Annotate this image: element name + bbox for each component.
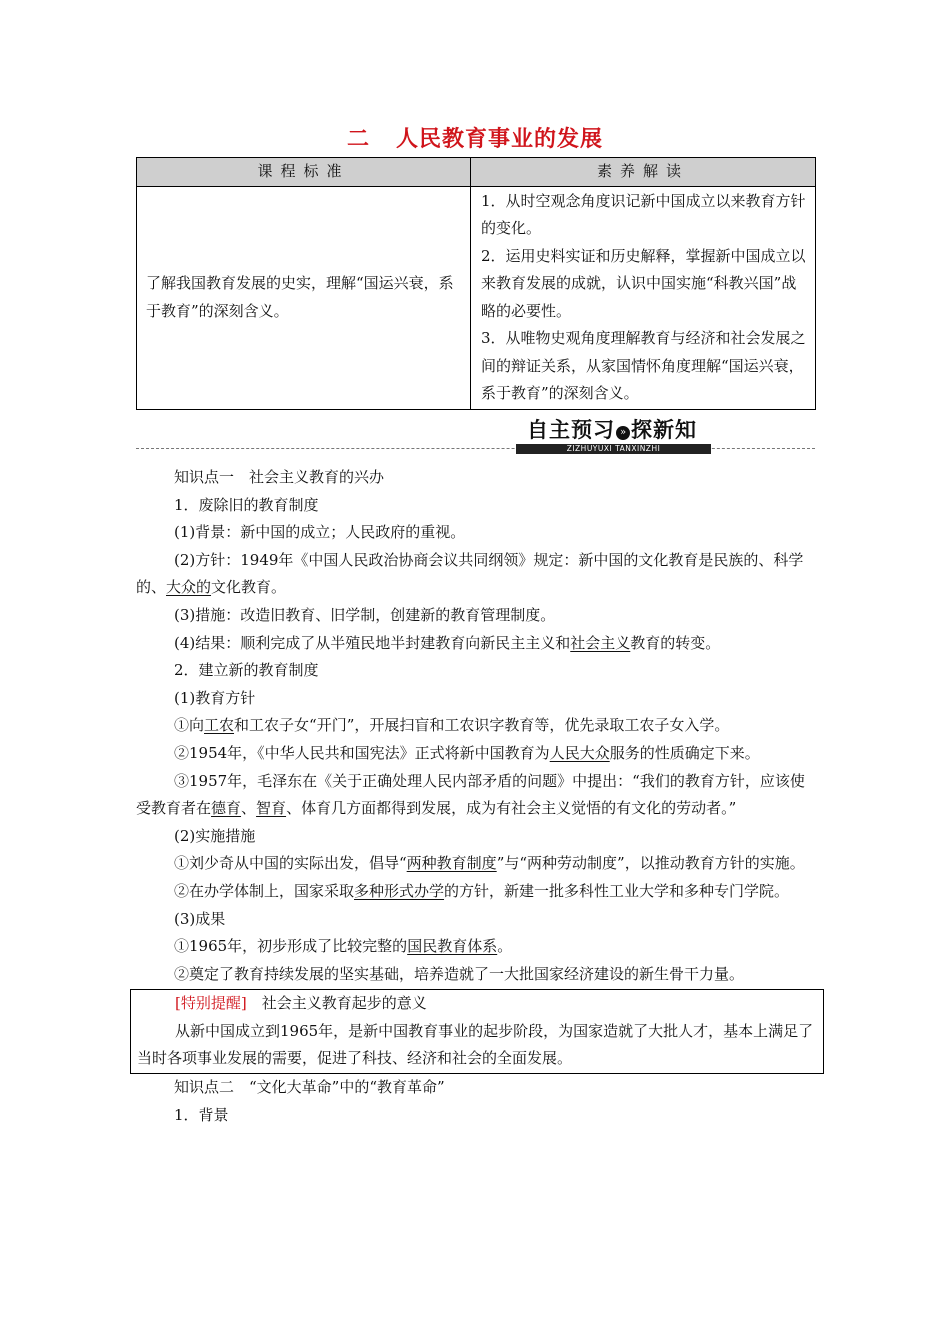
literacy-item: 1．从时空观念角度识记新中国成立以来教育方针的变化。 (481, 191, 806, 238)
paragraph: ①刘少奇从中国的实际出发，倡导“两种教育制度”与“两种劳动制度”，以推动教育方针的实施。 (174, 854, 805, 873)
reminder-title: 社会主义教育起步的意义 (246, 994, 427, 1013)
header-course-standard: 课程标准 (137, 158, 471, 187)
reminder-body: 从新中国成立到1965年，是新中国教育事业的起步阶段，为国家造就了大批人才，基本上满足了当时各项事业发展的需要，促进了科技、经济和社会的全面发展。 (137, 1021, 814, 1068)
paragraph: (1)背景：新中国的成立；人民政府的重视。 (174, 523, 466, 542)
key-term: 人民大众 (549, 743, 610, 762)
section-heading: 1．废除旧的教育制度 (174, 495, 319, 514)
standards-table (136, 157, 816, 410)
section-banner (136, 416, 815, 452)
paragraph: (2)方针：1949年《中国人民政治协商会议共同纲领》规定：新中国的文化教育是民族的、科学的、大众的文化教育。 (136, 550, 804, 597)
knowledge-point-heading: 知识点一 社会主义教育的兴办 (174, 468, 385, 486)
literacy-item: 2．运用史料实证和历史解释，掌握新中国成立以来教育发展的成就，认识中国实施“科教兴国”战略的必要性。 (481, 246, 806, 320)
section-heading: 1．背景 (174, 1105, 229, 1124)
key-term: 工农 (204, 716, 235, 735)
paragraph: ①向工农和工农子女“开门”，开展扫盲和工农识字教育等，优先录取工农子女入学。 (174, 716, 730, 735)
double-arrow-icon: » (616, 426, 630, 440)
special-reminder-box (130, 989, 824, 1074)
banner-pinyin: ZIZHUYUXI TANXINZHI (516, 444, 711, 454)
literacy-item: 3．从唯物史观角度理解教育与经济和社会发展之间的辩证关系，从家国情怀角度理解“国运兴衰，系于教育”的深刻含义。 (481, 329, 806, 403)
lesson-title-text: 人民教育事业的发展 (396, 127, 604, 152)
reminder-heading (137, 990, 818, 1018)
banner-part2: 探新知 (631, 418, 697, 442)
paragraph: ②1954年，《中华人民共和国宪法》正式将新中国教育为人民大众服务的性质确定下来。 (174, 743, 760, 762)
banner-heading (511, 417, 713, 447)
paragraph: (3)措施：改造旧教育、旧学制，创建新的教育管理制度。 (174, 605, 556, 624)
lesson-title (0, 122, 950, 153)
key-term: 智育 (256, 799, 287, 818)
reminder-tag: [特别提醒] (175, 994, 247, 1013)
key-term: 社会主义 (570, 633, 631, 652)
paragraph: (4)结果：顺利完成了从半殖民地半封建教育向新民主主义和社会主义教育的转变。 (174, 633, 721, 652)
key-term: 多种形式办学 (354, 881, 445, 900)
lesson-number: 二 (346, 127, 370, 152)
banner-part1: 自主预习 (527, 418, 615, 442)
dashed-divider (136, 448, 815, 449)
subsection-heading: (3)成果 (174, 909, 226, 928)
paragraph: ②奠定了教育持续发展的坚实基础，培养造就了一大批国家经济建设的新生骨干力量。 (174, 964, 745, 983)
paragraph: ③1957年，毛泽东在《关于正确处理人民内部矛盾的问题》中提出：“我们的教育方针，应该使受教育者在德育、智育、体育几方面都得到发展，成为有社会主义觉悟的有文化的劳动者。” (136, 771, 805, 818)
key-term: 两种教育制度 (406, 854, 497, 873)
knowledge-point-heading: 知识点二 “文化大革命”中的“教育革命” (174, 1078, 445, 1097)
key-term: 大众的 (166, 578, 212, 597)
header-literacy-interpretation: 素养解读 (471, 158, 816, 187)
key-term: 国民教育体系 (407, 937, 498, 956)
key-term: 德育 (211, 799, 242, 818)
subsection-heading: (1)教育方针 (174, 688, 256, 707)
paragraph: ②在办学体制上，国家采取多种形式办学的方针，新建一批多科性工业大学和多种专门学院。 (174, 881, 790, 900)
section-heading: 2．建立新的教育制度 (174, 661, 319, 680)
main-content (136, 464, 818, 1129)
subsection-heading: (2)实施措施 (174, 826, 256, 845)
course-standard-text: 了解我国教育发展的史实，理解“国运兴衰，系于教育”的深刻含义。 (137, 186, 471, 410)
paragraph: ①1965年，初步形成了比较完整的国民教育体系。 (174, 937, 513, 956)
literacy-interpretation-cell (471, 186, 816, 410)
